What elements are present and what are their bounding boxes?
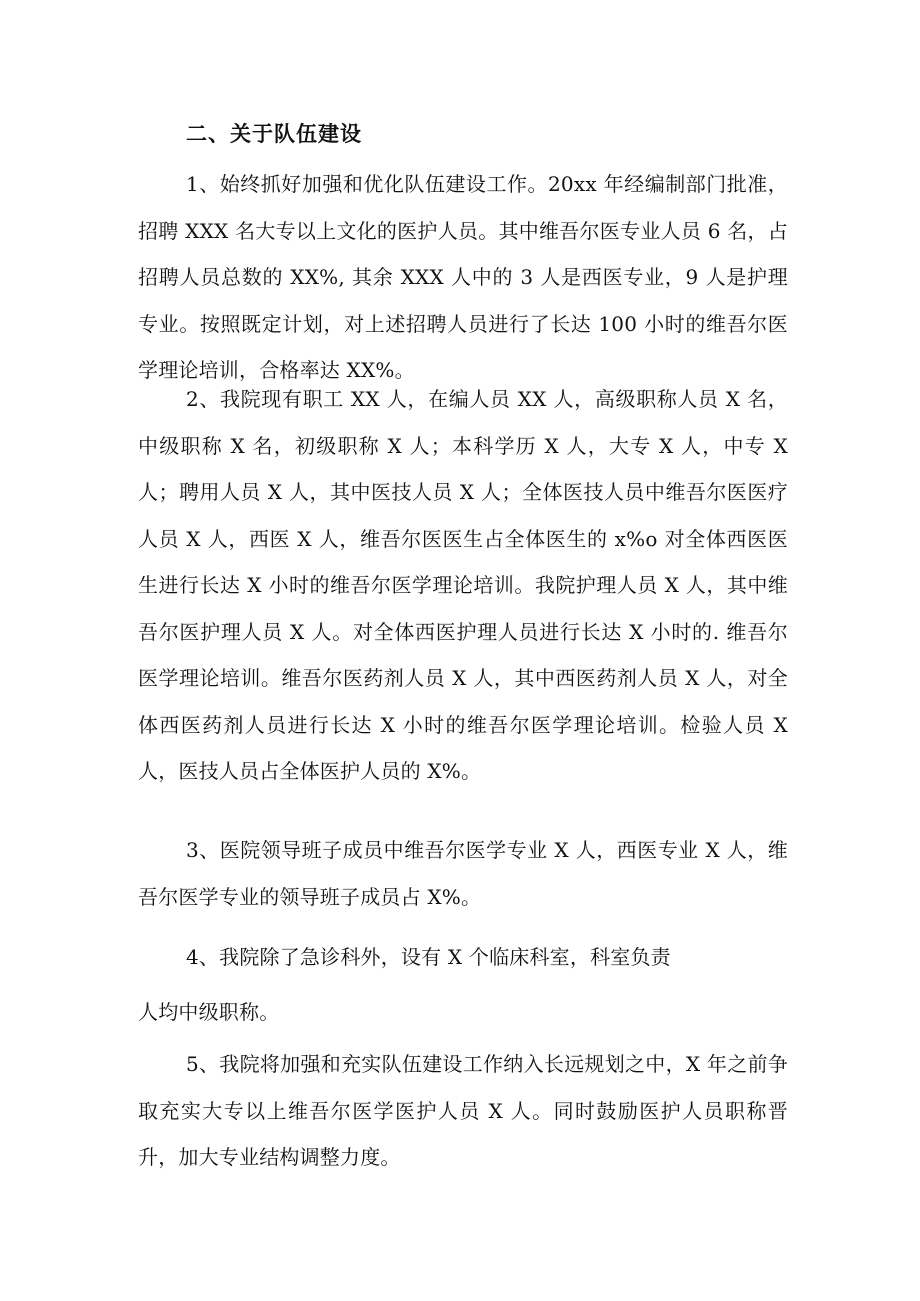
paragraph-1: 1、始终抓好加强和优化队伍建设工作。20xx 年经编制部门批准，招聘 XXX 名大专以上文化的医护人员。其中维吾尔医专业人员 6 名，占招聘人员总数的 XX%, 其余 XXX 人中的 3 人是西医专业，9 人是护理专业。按照既定计划，对上述招聘人员进行了长达 100 小时的维吾尔医学理论培训，合格率达 XX%。	[138, 172, 788, 382]
paragraph-4-line-2: 人均中级职称。	[138, 1000, 280, 1024]
paragraph-4-line-1: 4、我院除了急诊科外，设有 X 个临床科室，科室负责	[186, 945, 671, 969]
paragraph-2: 2、我院现有职工 XX 人，在编人员 XX 人，高级职称人员 X 名，中级职称 X 名，初级职称 X 人；本科学历 X 人，大专 X 人，中专 X 人；聘用人员 X 人，其中医技人员 X 人；全体医技人员中维吾尔医医疗人员 X 人，西医 X 人，维吾尔医医生占全体医生的 x%o 对全体西医医生进行长达 X 小时的维吾尔医学理论培训。我院护理人员 X 人，其中维吾尔医护理人员 X 人。对全体西医护理人员进行长达 X 小时的. 维吾尔医学理论培训。维吾尔医药剂人员 X 人，其中西医药剂人员 X 人，对全体西医药剂人员进行长达 X 小时的维吾尔医学理论培训。检验人员 X 人，医技人员占全体医护人员的 X%。	[138, 387, 788, 783]
section-heading: 二、关于队伍建设	[186, 122, 362, 146]
paragraph-5: 5、我院将加强和充实队伍建设工作纳入长远规划之中，X 年之前争取充实大专以上维吾尔医学医护人员 X 人。同时鼓励医护人员职称晋升，加大专业结构调整力度。	[138, 1052, 788, 1169]
paragraph-3: 3、医院领导班子成员中维吾尔医学专业 X 人，西医专业 X 人，维吾尔医学专业的领导班子成员占 X%。	[138, 838, 788, 909]
